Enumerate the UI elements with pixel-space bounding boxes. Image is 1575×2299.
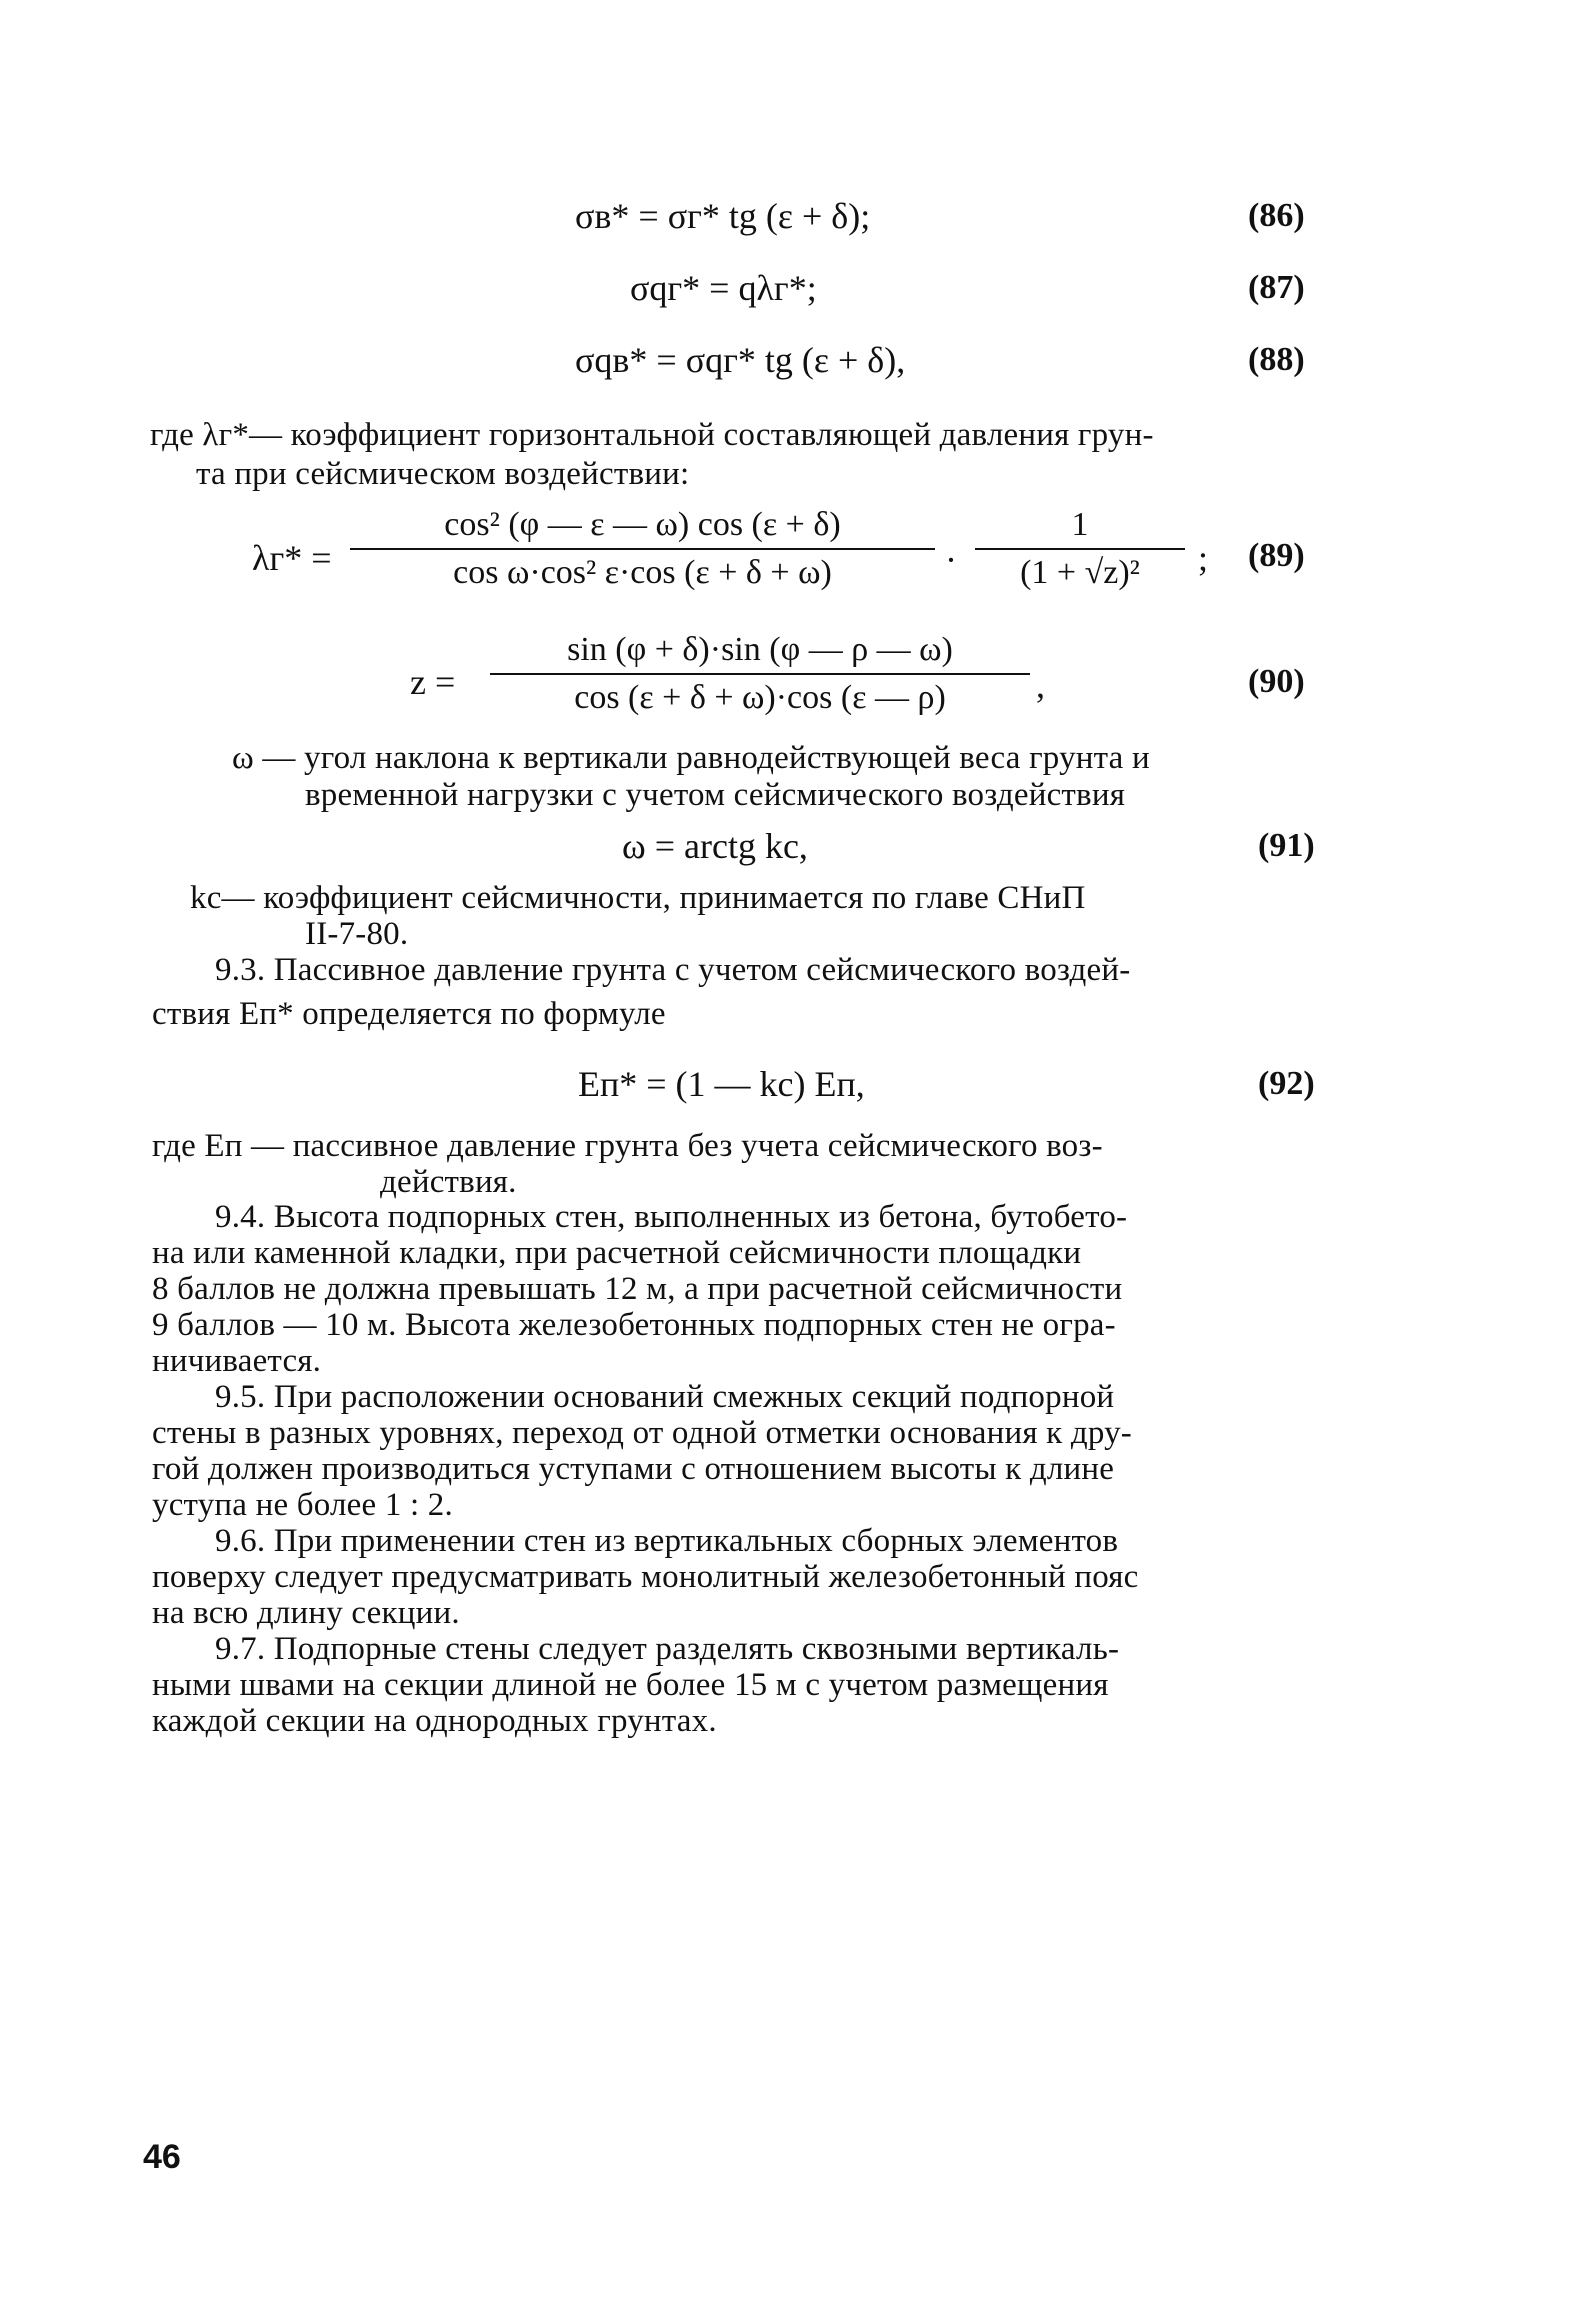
formula-89-numerator-2: 1	[1071, 506, 1089, 543]
formula-89-numerator: cos² (φ — ε — ω) cos (ε + δ)	[444, 506, 841, 543]
kc-definition-line-1: kс— коэффициент сейсмичности, принимается по главе СНиП	[190, 880, 1086, 916]
formula-90-lhs: z =	[410, 662, 456, 702]
paragraph-9-7-line-1: 9.7. Подпорные стены следует разделять сквозными вертикаль-	[215, 1631, 1120, 1667]
paragraph-9-4-line-3: 8 баллов не должна превышать 12 м, а при расчетной сейсмичности	[152, 1271, 1123, 1307]
formula-87-number: (87)	[1248, 269, 1305, 306]
paragraph-9-5-line-2: стены в разных уровнях, переход от одной отметки основания к дру-	[152, 1415, 1132, 1451]
fraction-bar	[350, 548, 935, 550]
omega-definition-line-1: ω — угол наклона к вертикали равнодействующей веса грунта и	[232, 740, 1150, 776]
paragraph-9-6-line-3: на всю длину секции.	[152, 1595, 460, 1631]
paragraph-9-7-line-2: ными швами на секции длиной не более 15 м с учетом размещения	[152, 1667, 1109, 1703]
paragraph-9-4-line-4: 9 баллов — 10 м. Высота железобетонных подпорных стен не огра-	[152, 1307, 1116, 1343]
formula-90-denominator: cos (ε + δ + ω)·cos (ε — ρ)	[574, 679, 946, 716]
kc-definition-line-2: II-7-80.	[305, 916, 409, 952]
formula-89-fraction-2	[975, 505, 1185, 593]
fraction-bar	[490, 673, 1030, 675]
formula-86-number: (86)	[1248, 197, 1305, 234]
formula-90-numerator: sin (φ + δ)·sin (φ — ρ — ω)	[567, 631, 953, 668]
formula-88-number: (88)	[1248, 341, 1305, 378]
paragraph-9-5-line-1: 9.5. При расположении оснований смежных секций подпорной	[215, 1379, 1115, 1415]
formula-92-number: (92)	[1258, 1065, 1315, 1102]
paragraph-9-5-line-4: уступа не более 1 : 2.	[152, 1487, 453, 1523]
formula-90-fraction	[490, 630, 1030, 718]
formula-90-tail: ,	[1036, 665, 1045, 705]
formula-88: σqв* = σqг* tg (ε + δ),	[575, 340, 906, 380]
paragraph-9-6-line-1: 9.6. При применении стен из вертикальных сборных элементов	[215, 1523, 1119, 1559]
formula-89-denominator: cos ω·cos² ε·cos (ε + δ + ω)	[453, 554, 832, 591]
page-number: 46	[143, 2138, 181, 2176]
formula-87: σqг* = qλг*;	[630, 268, 817, 308]
formula-92: Eп* = (1 — kс) Eп,	[578, 1064, 865, 1104]
formula-89-number: (89)	[1248, 537, 1305, 574]
formula-90-number: (90)	[1248, 663, 1305, 700]
formula-89-lhs: λг* =	[252, 538, 332, 578]
paragraph-9-3-line-1: 9.3. Пассивное давление грунта с учетом сейсмического воздей-	[215, 952, 1131, 988]
formula-89-fraction-1	[350, 505, 935, 593]
formula-89-tail: ;	[1198, 538, 1209, 578]
paragraph-9-4-line-5: ничивается.	[152, 1343, 322, 1379]
fraction-bar	[975, 548, 1185, 550]
paragraph-9-3-line-2: ствия Eп* определяется по формуле	[152, 996, 666, 1032]
paragraph-9-7-line-3: каждой секции на однородных грунтах.	[152, 1703, 717, 1739]
paragraph-9-6-line-2: поверху следует предусматривать монолитный железобетонный пояс	[152, 1559, 1139, 1595]
formula-89-denominator-2: (1 + √z)²	[1020, 554, 1140, 591]
formula-91-number: (91)	[1258, 827, 1315, 864]
formula-86: σв* = σг* tg (ε + δ);	[575, 196, 871, 236]
paragraph-9-5-line-3: гой должен производиться уступами с отношением высоты к длине	[152, 1451, 1115, 1487]
lambda-definition-line-1: где λг*— коэффициент горизонтальной составляющей давления грун-	[150, 417, 1154, 453]
omega-definition-line-2: временной нагрузки с учетом сейсмического воздействия	[305, 777, 1126, 813]
paragraph-9-4-line-2: на или каменной кладки, при расчетной сейсмичности площадки	[152, 1235, 1082, 1271]
formula-89-dot: ·	[945, 540, 957, 580]
lambda-definition-line-2: та при сейсмическом воздействии:	[196, 456, 690, 492]
en-definition-line-2: действия.	[380, 1164, 517, 1200]
en-definition-line-1: где Eп — пассивное давление грунта без учета сейсмического воз-	[152, 1128, 1103, 1164]
paragraph-9-4-line-1: 9.4. Высота подпорных стен, выполненных из бетона, бутобето-	[215, 1199, 1128, 1235]
formula-91: ω = arctg kс,	[622, 826, 808, 866]
